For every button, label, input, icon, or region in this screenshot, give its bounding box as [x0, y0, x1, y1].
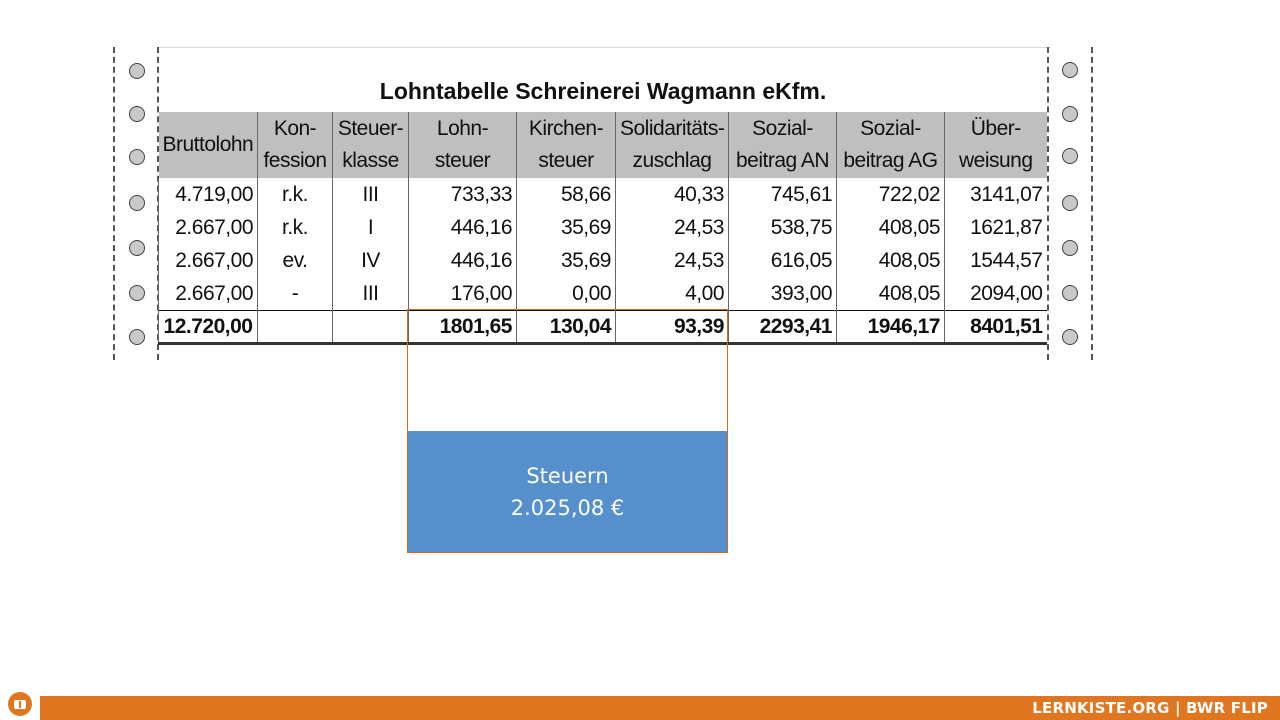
column-header-lohnsteuer: Lohn- steuer	[409, 112, 517, 178]
feed-hole-icon	[129, 149, 145, 165]
table-cell: 393,00	[729, 277, 837, 311]
feed-hole-icon	[129, 329, 145, 345]
table-cell: 733,33	[409, 178, 517, 211]
table-cell: 1544,57	[945, 244, 1047, 277]
table-cell: 1621,87	[945, 211, 1047, 244]
tax-summary-label: Steuern	[526, 464, 609, 488]
tax-summary-box	[407, 431, 728, 553]
table-cell: III	[333, 277, 409, 311]
column-header-konfession: Kon- fession	[258, 112, 333, 178]
table-cell: -	[258, 277, 333, 311]
footer-bar	[40, 696, 1280, 720]
feed-hole-icon	[1062, 62, 1078, 78]
table-cell: ev.	[258, 244, 333, 277]
table-cell: 4.719,00	[159, 178, 258, 211]
table-cell: 58,66	[517, 178, 616, 211]
table-cell: III	[333, 178, 409, 211]
table-cell: 24,53	[616, 244, 729, 277]
table-cell: 446,16	[409, 211, 517, 244]
table-cell: 3141,07	[945, 178, 1047, 211]
feed-hole-icon	[129, 240, 145, 256]
table-row	[159, 211, 1047, 244]
total-cell: 8401,51	[945, 311, 1047, 344]
feed-hole-icon	[129, 285, 145, 301]
total-cell: 2293,41	[729, 311, 837, 344]
table-cell: 35,69	[517, 244, 616, 277]
table-cell: 40,33	[616, 178, 729, 211]
total-cell	[258, 311, 333, 344]
table-cell: 745,61	[729, 178, 837, 211]
total-cell: 1801,65	[409, 311, 517, 344]
table-row	[159, 244, 1047, 277]
book-logo-icon	[8, 692, 32, 716]
table-cell: 4,00	[616, 277, 729, 311]
tax-summary-value: 2.025,08 €	[510, 496, 625, 520]
table-header-row	[159, 112, 1047, 178]
feed-hole-icon	[129, 195, 145, 211]
table-cell: 0,00	[517, 277, 616, 311]
table-cell: 408,05	[837, 277, 945, 311]
table-cell: 616,05	[729, 244, 837, 277]
total-cell: 130,04	[517, 311, 616, 344]
footer-brand: LERNKISTE.ORG | BWR FLIP	[1032, 699, 1268, 717]
feed-hole-icon	[1062, 240, 1078, 256]
table-cell: 2.667,00	[159, 244, 258, 277]
table-cell: I	[333, 211, 409, 244]
feed-hole-icon	[1062, 285, 1078, 301]
feed-hole-icon	[1062, 148, 1078, 164]
feed-hole-icon	[129, 63, 145, 79]
perforation-line-left-outer	[113, 47, 116, 360]
table-cell: 35,69	[517, 211, 616, 244]
table-cell: 446,16	[409, 244, 517, 277]
feed-hole-icon	[1062, 195, 1078, 211]
perforation-line-right-outer	[1091, 47, 1094, 360]
column-header-kirchensteuer: Kirchen- steuer	[517, 112, 616, 178]
table-cell: 538,75	[729, 211, 837, 244]
column-header-steuerklasse: Steuer- klasse	[333, 112, 409, 178]
column-header-solidaritaetszuschlag: Solidaritäts- zuschlag	[616, 112, 729, 178]
column-header-sozialbeitrag-ag: Sozial- beitrag AG	[837, 112, 945, 178]
feed-hole-icon	[129, 106, 145, 122]
table-row	[159, 178, 1047, 211]
column-header-ueberweisung: Über- weisung	[945, 112, 1047, 178]
column-header-sozialbeitrag-an: Sozial- beitrag AN	[729, 112, 837, 178]
feed-hole-icon	[1062, 329, 1078, 345]
table-cell: 2.667,00	[159, 277, 258, 311]
feed-hole-icon	[1062, 106, 1078, 122]
table-cell: 2094,00	[945, 277, 1047, 311]
total-cell	[333, 311, 409, 344]
table-row	[159, 277, 1047, 311]
total-cell: 12.720,00	[159, 311, 258, 344]
table-cell: r.k.	[258, 178, 333, 211]
table-cell: 408,05	[837, 244, 945, 277]
table-cell: 408,05	[837, 211, 945, 244]
table-cell: r.k.	[258, 211, 333, 244]
document-title: Lohntabelle Schreinerei Wagmann eKfm.	[379, 78, 827, 104]
table-cell: 176,00	[409, 277, 517, 311]
total-cell: 1946,17	[837, 311, 945, 344]
table-cell: IV	[333, 244, 409, 277]
table-cell: 24,53	[616, 211, 729, 244]
table-cell: 2.667,00	[159, 211, 258, 244]
column-header-bruttolohn: Bruttolohn	[159, 112, 258, 178]
table-cell: 722,02	[837, 178, 945, 211]
total-cell: 93,39	[616, 311, 729, 344]
paper-top-edge	[158, 47, 1051, 48]
